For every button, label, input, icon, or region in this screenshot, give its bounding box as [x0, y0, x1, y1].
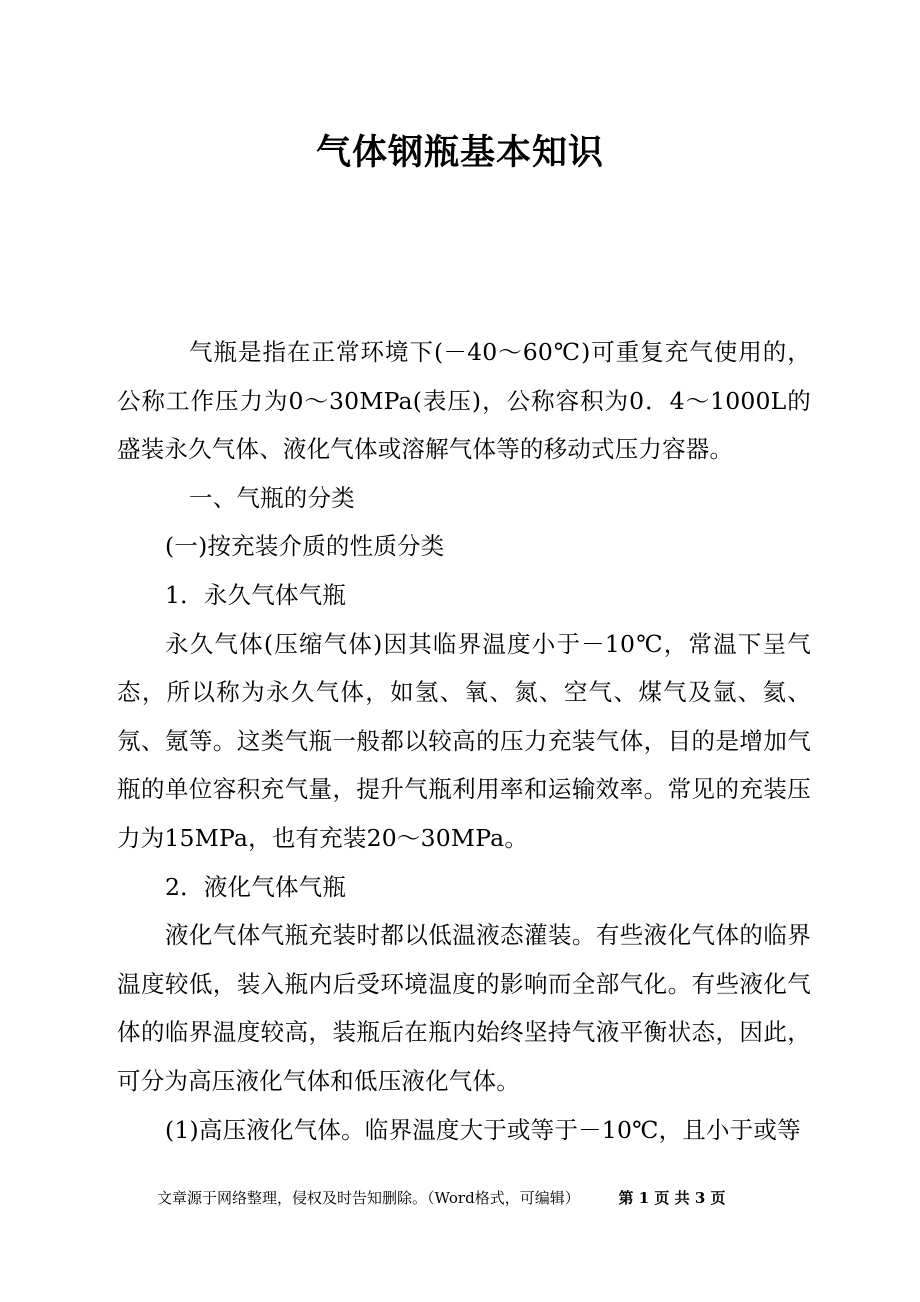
paragraph-liquefied-gas: 液化气体气瓶充装时都以低温液态灌装。有些液化气体的临界温度较低，装入瓶内后受环境温度的影响而全部气化。有些液化气体的临界温度较高，装瓶后在瓶内始终坚持气液平衡状态，因此，可分为高压液化气体和低压液化气体。 [117, 921, 811, 1095]
item-heading-liquefied-gas: 2．液化气体气瓶 [165, 872, 347, 901]
page-footer [157, 1188, 726, 1208]
page-number: 第 1 页 共 3 页 [618, 1189, 726, 1207]
item-heading-permanent-gas: 1．永久气体气瓶 [165, 580, 347, 609]
paragraph-permanent-gas: 永久气体(压缩气体)因其临界温度小于－10℃，常温下呈气态，所以称为永久气体，如氢、氧、氮、空气、煤气及氩、氦、氖、氪等。这类气瓶一般都以较高的压力充装气体，目的是增加气瓶的单位容积充气量，提升气瓶利用率和运输效率。常见的充装压力为15MPa，也有充装20～30MPa。 [117, 629, 811, 852]
section-heading: 一、气瓶的分类 [189, 483, 355, 512]
footer-note: 文章源于网络整理，侵权及时告知删除。（Word格式，可编辑） [157, 1189, 580, 1207]
document-title: 气体钢瓶基本知识 [315, 132, 604, 173]
subsection-heading: (一)按充装介质的性质分类 [165, 532, 445, 561]
document-body [117, 328, 811, 1154]
paragraph-high-pressure: (1)高压液化气体。临界温度大于或等于－10℃，且小于或等 [165, 1115, 801, 1144]
paragraph-intro: 气瓶是指在正常环境下(－40～60℃)可重复充气使用的，公称工作压力为0～30MPa(表压)，公称容积为0．4～1000L的盛装永久气体、液化气体或溶解气体等的移动式压力容器。 [117, 338, 811, 464]
